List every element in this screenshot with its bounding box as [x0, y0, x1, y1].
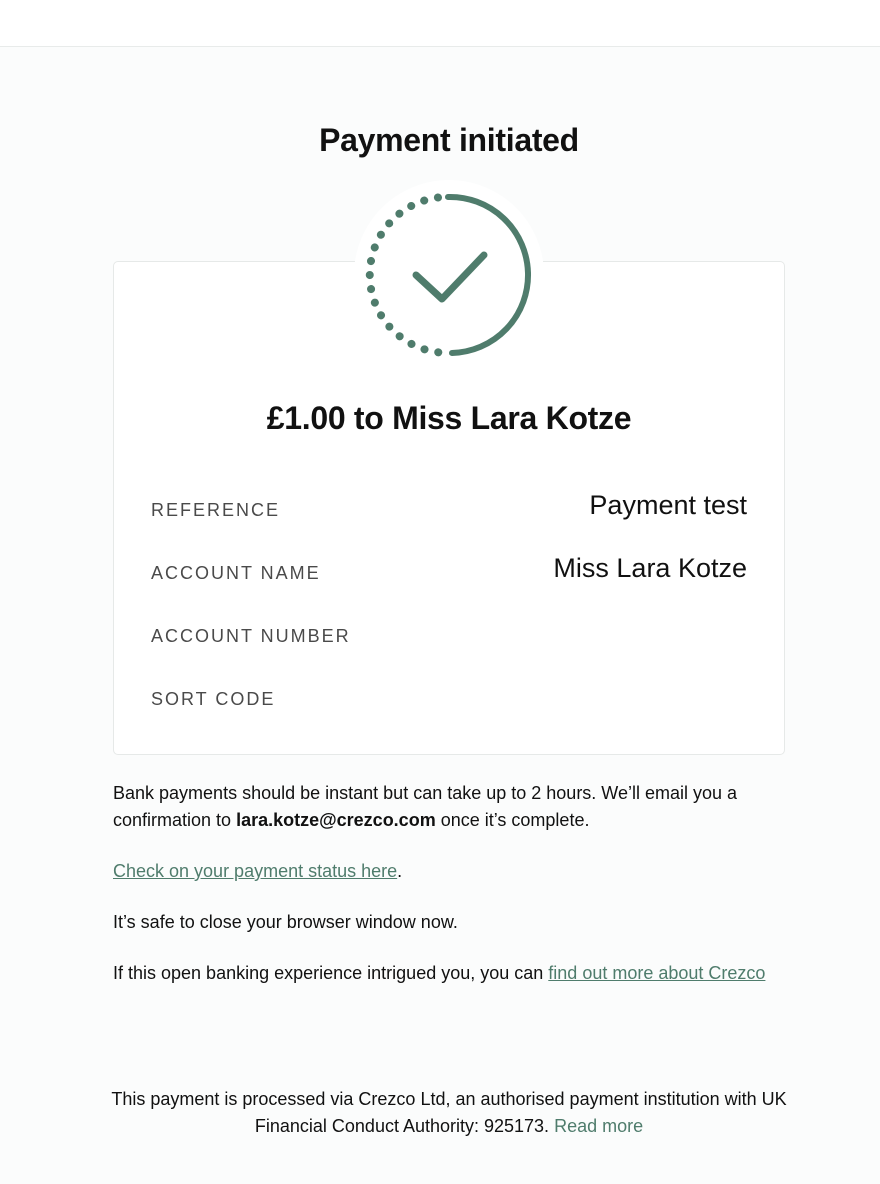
- check-circle-icon: [354, 180, 544, 370]
- crezco-promo-text: If this open banking experience intrigued you, you can: [113, 963, 549, 983]
- detail-row-sort-code: [151, 679, 747, 719]
- reference-value: Payment test: [589, 490, 747, 520]
- page-title: Payment initiated: [319, 122, 579, 158]
- status-badge: [354, 180, 544, 370]
- top-bar: [0, 0, 880, 47]
- confirmation-email: lara.kotze@crezco.com: [236, 810, 436, 830]
- detail-row-reference: [151, 490, 747, 530]
- sort-code-label: SORT CODE: [151, 689, 276, 709]
- reference-label: REFERENCE: [151, 500, 281, 520]
- status-link-line: [113, 858, 773, 885]
- detail-row-account-number: [151, 616, 747, 656]
- footer-text: This payment is processed via Crezco Ltd, an authorised payment institution with UK Financial Conduct Authority: 925173.: [111, 1089, 787, 1136]
- account-number-label: ACCOUNT NUMBER: [151, 626, 351, 646]
- account-name-label: ACCOUNT NAME: [151, 563, 321, 583]
- payment-amount-line: £1.00 to Miss Lara Kotze: [266, 400, 632, 436]
- detail-row-account-name: [151, 553, 747, 593]
- footer-disclaimer: [100, 1086, 798, 1140]
- processing-notice: [113, 780, 773, 834]
- safe-close-text: It’s safe to close your browser window now.: [113, 912, 458, 932]
- crezco-promo: [113, 960, 773, 987]
- read-more-link[interactable]: Read more: [554, 1116, 644, 1136]
- processing-notice-end: once it’s complete.: [435, 810, 590, 830]
- payment-status-link[interactable]: Check on your payment status here: [113, 861, 398, 881]
- account-name-value: Miss Lara Kotze: [553, 553, 747, 583]
- status-link-suffix: .: [397, 861, 403, 881]
- find-out-more-link[interactable]: find out more about Crezco: [548, 963, 766, 983]
- processing-notice-text: Bank payments should be instant but can take up to 2 hours. We’ll email you a confirmation to: [113, 783, 738, 830]
